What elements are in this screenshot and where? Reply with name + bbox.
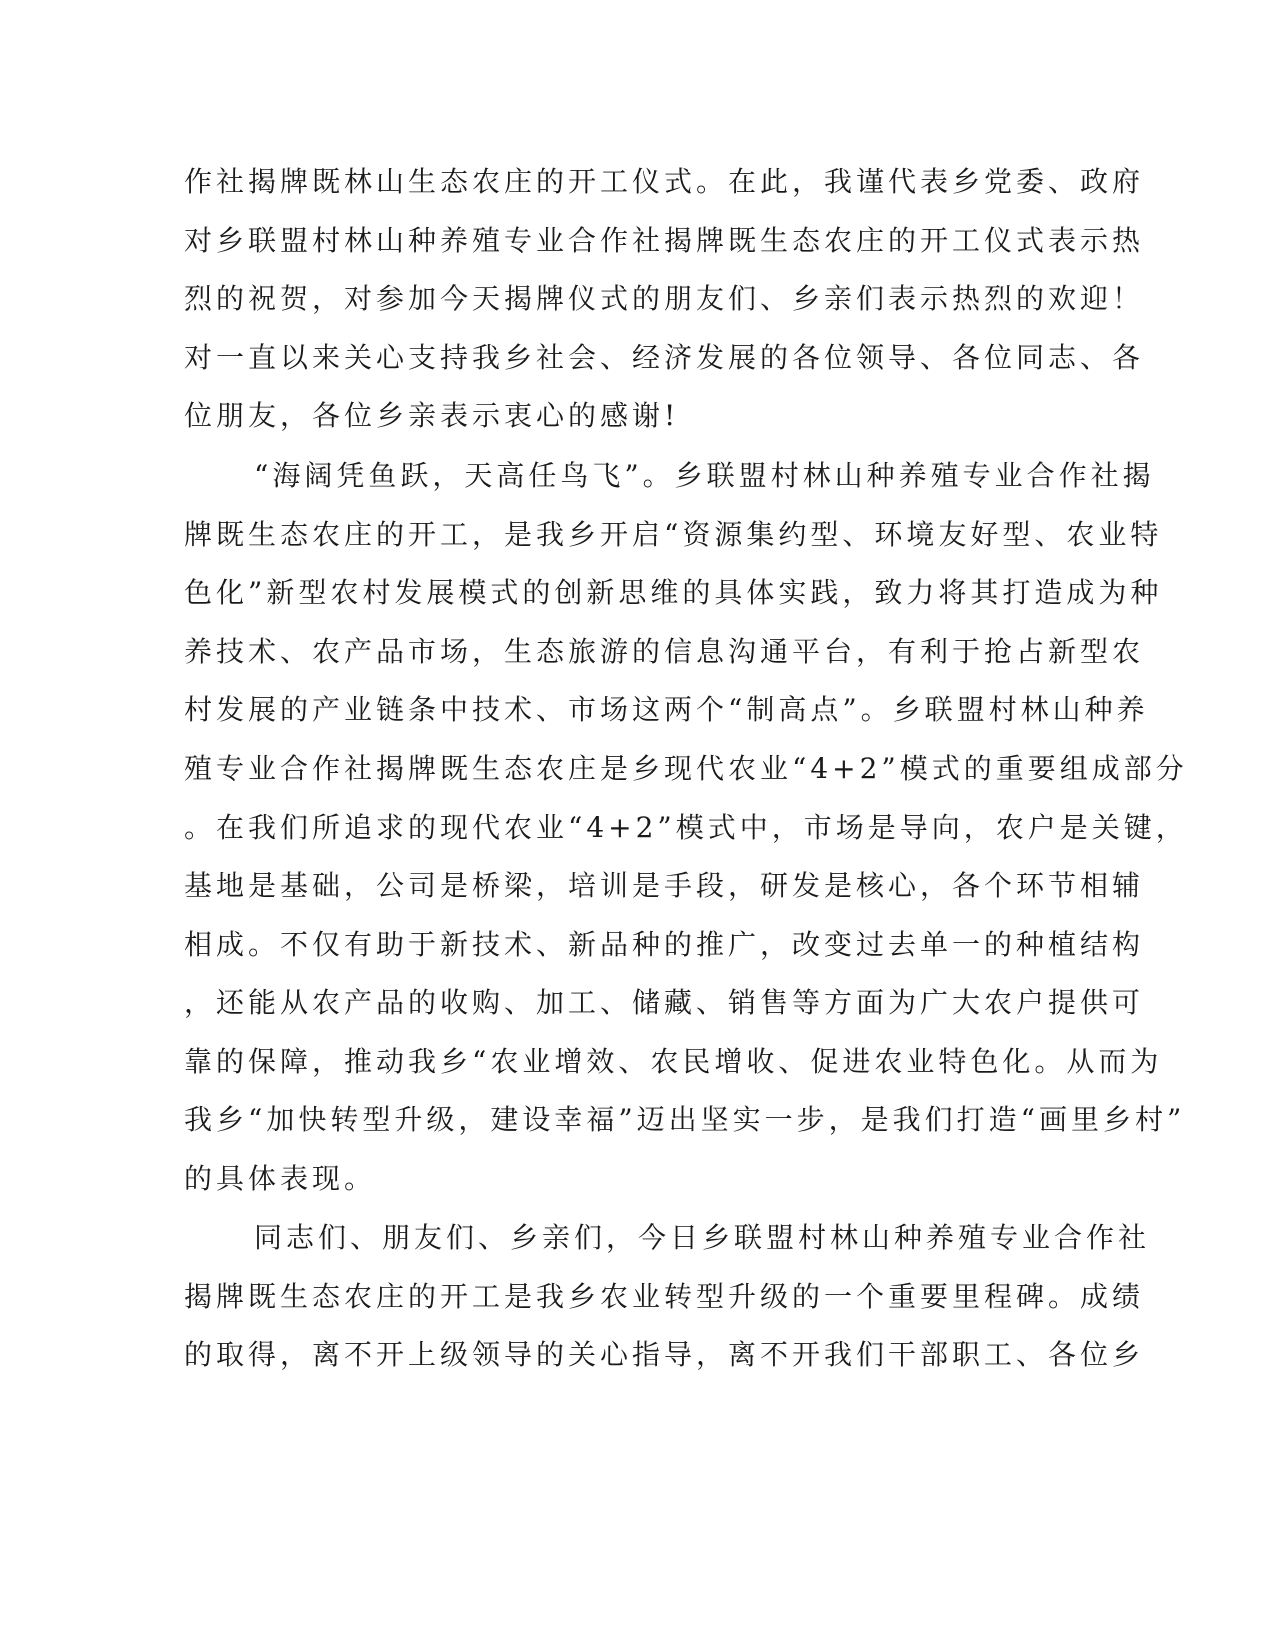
text-line: 作社揭牌既林山生态农庄的开工仪式。在此，我谨代表乡党委、政府 (184, 165, 1145, 198)
text-line: 我乡“加快转型升级，建设幸福”迈出坚实一步，是我们打造“画里乡村” (184, 1103, 1186, 1136)
text-line: 的具体表现。 (184, 1162, 377, 1195)
paragraph-start-line: “海阔凭鱼跃，天高任鸟飞”。乡联盟村林山种养殖专业合作社揭 (254, 459, 1155, 492)
text-line: 色化”新型农村发展模式的创新思维的具体实践，致力将其打造成为种 (184, 576, 1163, 609)
text-line: 的取得，离不开上级领导的关心指导，离不开我们干部职工、各位乡 (184, 1338, 1145, 1371)
text-line: 烈的祝贺，对参加今天揭牌仪式的朋友们、乡亲们表示热烈的欢迎！ (184, 282, 1145, 315)
text-line: 牌既生态农庄的开工，是我乡开启“资源集约型、环境友好型、农业特 (184, 518, 1163, 551)
text-line: 位朋友，各位乡亲表示衷心的感谢! (184, 399, 680, 432)
text-line: 。在我们所追求的现代农业“4+2”模式中，市场是导向，农户是关键， (184, 811, 1188, 844)
text-line: 基地是基础，公司是桥梁，培训是手段，研发是核心，各个环节相辅 (184, 869, 1145, 902)
text-line: 揭牌既生态农庄的开工是我乡农业转型升级的一个重要里程碑。成绩 (184, 1280, 1145, 1313)
text-line: 相成。不仅有助于新技术、新品种的推广，改变过去单一的种植结构 (184, 928, 1145, 961)
text-line: 村发展的产业链条中技术、市场这两个“制高点”。乡联盟村林山种养 (184, 693, 1149, 726)
text-line: 对乡联盟村林山种养殖专业合作社揭牌既生态农庄的开工仪式表示热 (184, 224, 1145, 257)
text-line: 对一直以来关心支持我乡社会、经济发展的各位领导、各位同志、各 (184, 341, 1145, 374)
text-line: ，还能从农产品的收购、加工、储藏、销售等方面为广大农户提供可 (184, 986, 1145, 1019)
text-line: 殖专业合作社揭牌既生态农庄是乡现代农业“4+2”模式的重要组成部分 (184, 752, 1188, 785)
text-line: 养技术、农产品市场，生态旅游的信息沟通平台，有利于抢占新型农 (184, 635, 1145, 668)
paragraph-start-line: 同志们、朋友们、乡亲们，今日乡联盟村林山种养殖专业合作社 (254, 1221, 1151, 1254)
text-line: 靠的保障，推动我乡“农业增效、农民增收、促进农业特色化。从而为 (184, 1045, 1163, 1078)
